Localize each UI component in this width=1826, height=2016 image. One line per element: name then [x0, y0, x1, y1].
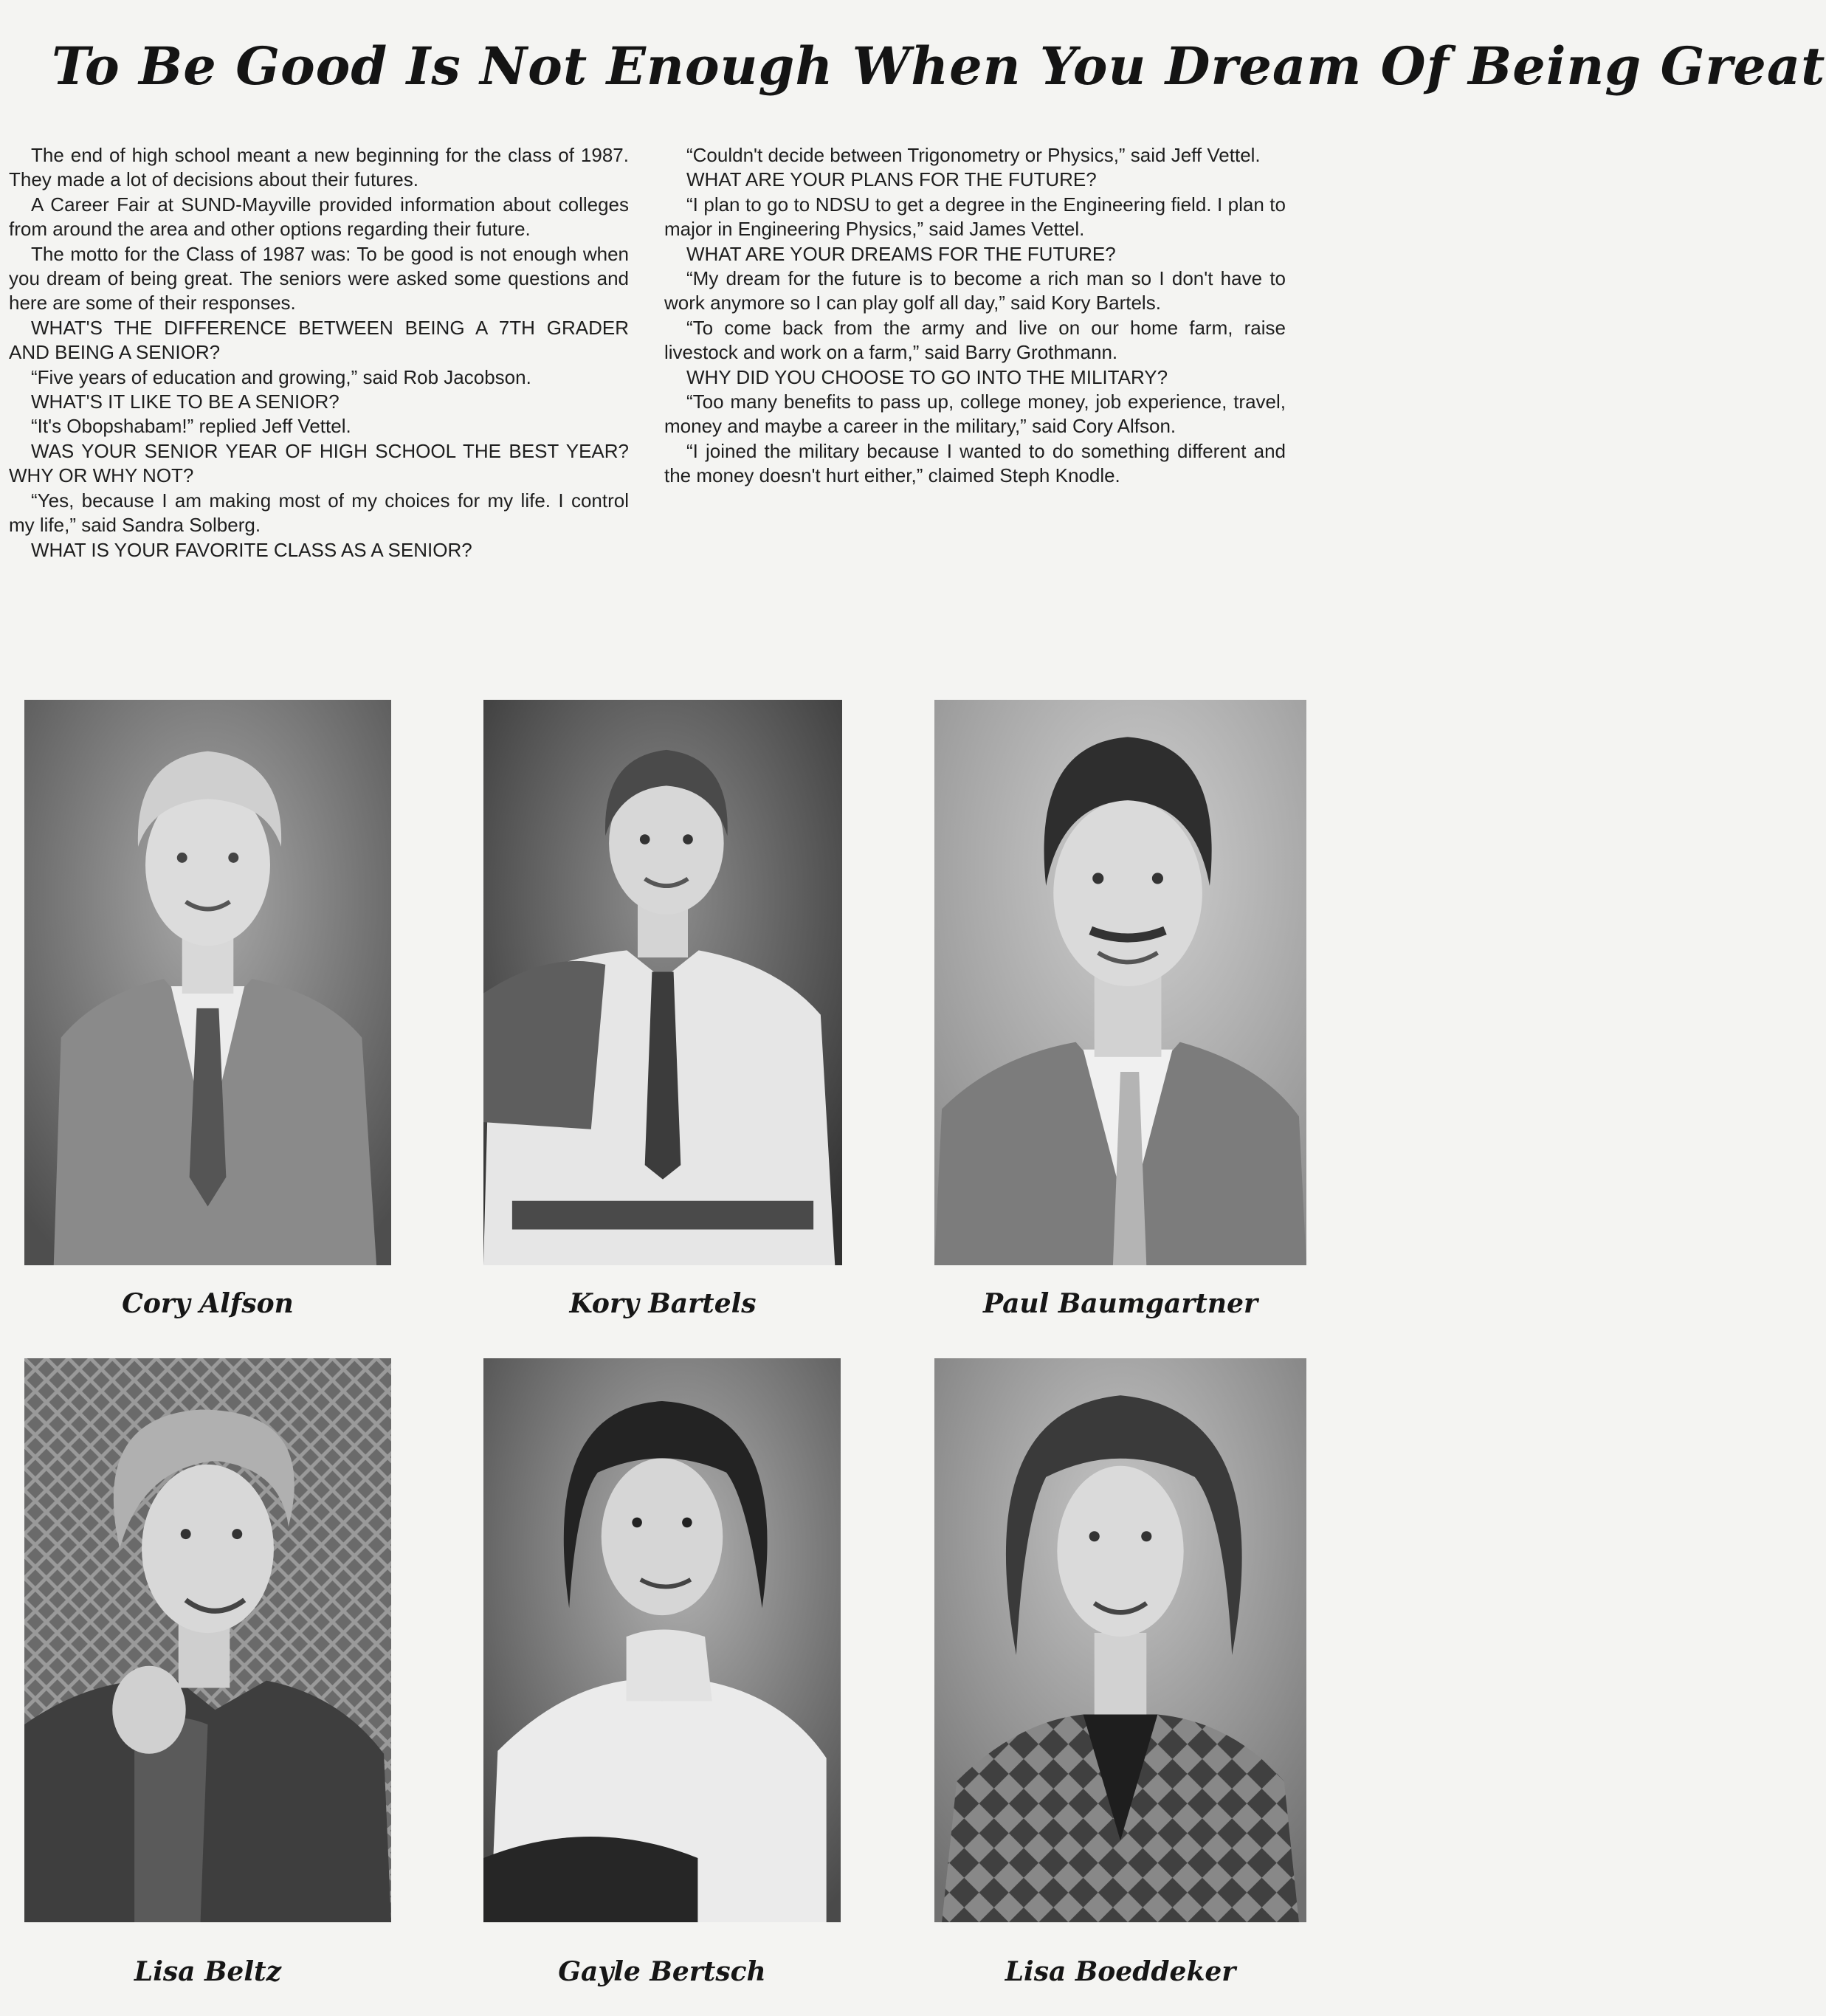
portrait-photo-cory-alfson	[24, 700, 391, 1265]
portrait-caption: Gayle Bertsch	[558, 1956, 766, 1987]
answer: “I joined the military because I wanted to do something different and the money doesn't hurt either,” claimed Steph Knodle.	[664, 439, 1286, 487]
answer: “Yes, because I am making most of my choices for my life. I control my life,” said Sandra Solberg.	[9, 489, 629, 537]
portrait-image	[24, 1358, 391, 1922]
answer: “My dream for the future is to become a rich man so I don't have to work anymore so I can play golf all day,” said Kory Bartels.	[664, 267, 1286, 314]
portrait-caption: Paul Baumgartner	[983, 1288, 1258, 1319]
portrait-caption: Lisa Boeddeker	[1005, 1956, 1236, 1987]
question: WAS YOUR SENIOR YEAR OF HIGH SCHOOL THE BEST YEAR? WHY OR WHY NOT?	[9, 439, 629, 487]
portrait-image	[483, 1358, 841, 1922]
answer: “It's Obopshabam!” replied Jeff Vettel.	[31, 415, 351, 438]
answer: “I plan to go to NDSU to get a degree in the Engineering field. I plan to major in Engineering Physics,” said James Vettel.	[664, 193, 1286, 241]
question: WHAT ARE YOUR DREAMS FOR THE FUTURE?	[686, 242, 1116, 265]
answer: “Five years of education and growing,” said Rob Jacobson.	[31, 365, 531, 388]
paragraph: The motto for the Class of 1987 was: To be good is not enough when you dream of being great. The seniors were asked some questions and here are some of their responses.	[9, 242, 629, 314]
portrait-photo-paul-baumgartner	[934, 700, 1306, 1265]
portrait-photo-kory-bartels	[483, 700, 842, 1265]
paragraph: The end of high school meant a new beginning for the class of 1987. They made a lot of decisions about their futures.	[9, 144, 629, 191]
question: WHAT ARE YOUR PLANS FOR THE FUTURE?	[686, 168, 1097, 191]
portrait-caption: Kory Bartels	[569, 1288, 757, 1319]
question: WHAT IS YOUR FAVORITE CLASS AS A SENIOR?	[31, 538, 472, 561]
right-text-column	[664, 143, 1286, 489]
portrait-photo-gayle-bertsch	[483, 1358, 841, 1922]
question: WHAT'S THE DIFFERENCE BETWEEN BEING A 7TH GRADER AND BEING A SENIOR?	[9, 316, 629, 364]
portrait-caption: Cory Alfson	[122, 1288, 294, 1319]
answer: “Couldn't decide between Trigonometry or Physics,” said Jeff Vettel.	[686, 144, 1261, 166]
paragraph: A Career Fair at SUND-Mayville provided information about colleges from around the area and other options regarding their future.	[9, 193, 629, 241]
question: WHAT'S IT LIKE TO BE A SENIOR?	[31, 391, 340, 413]
portrait-image	[483, 700, 842, 1265]
portrait-photo-lisa-boeddeker	[934, 1358, 1306, 1922]
portrait-image	[934, 1358, 1306, 1922]
answer: “Too many benefits to pass up, college money, job experience, travel, money and maybe a career in the military,” said Cory Alfson.	[664, 391, 1286, 438]
page-title: To Be Good Is Not Enough When You Dream Of Being Great	[52, 35, 1826, 97]
portrait-image	[934, 700, 1306, 1265]
question: WHY DID YOU CHOOSE TO GO INTO THE MILITARY?	[686, 365, 1168, 388]
portrait-image	[24, 700, 391, 1265]
answer: “To come back from the army and live on our home farm, raise livestock and work on a farm,” said Barry Grothmann.	[664, 316, 1286, 364]
left-text-column	[9, 143, 629, 563]
portrait-caption: Lisa Beltz	[134, 1956, 282, 1987]
portrait-photo-lisa-beltz	[24, 1358, 391, 1922]
